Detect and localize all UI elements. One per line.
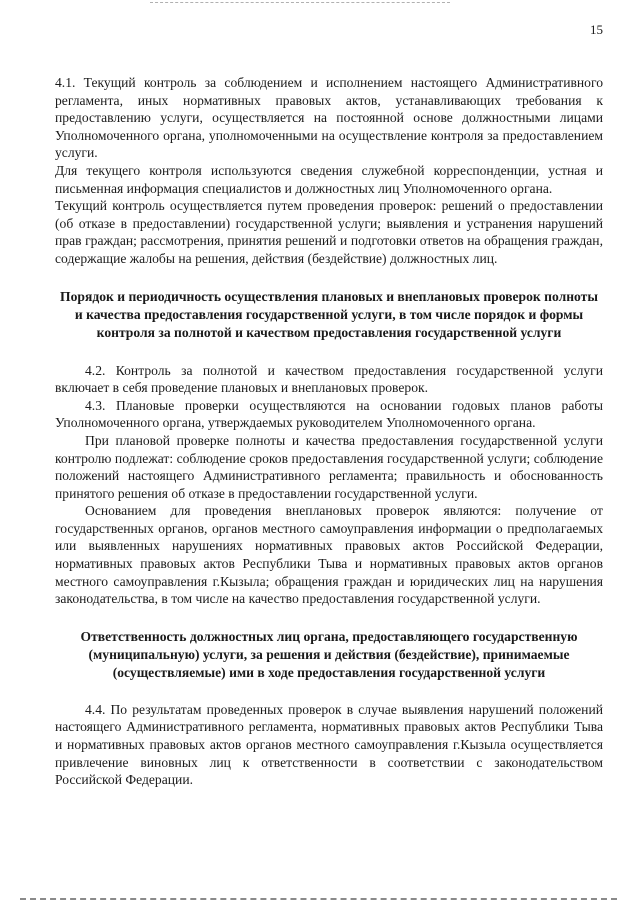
paragraph-4-4: 4.4. По результатам проведенных проверок в случае выявления нарушений положений настоящего Административного регламента, нормативных правовых актов Республики Тыва и нормативных правовых актов органов местного самоуправления г.Кызыла осуществляется привлечение виновных лиц к ответственности в соответствии с законодательством Российской Федерации. [55,701,603,788]
paragraph-unplanned-inspection: Основанием для проведения внеплановых проверок являются: получение от государственных органов, органов местного самоуправления информации о предполагаемых или выявленных нарушениях нормативных правовых актов Российской Федерации, нормативных правовых актов Республики Тыва и нормативных правовых актов органов местного самоуправления г.Кызыла; обращения граждан и юридических лиц на нарушения законодательства, в том числе на качество предоставления государственной услуги. [55,503,603,607]
spacer [55,682,603,701]
paragraph-4-3: 4.3. Плановые проверки осуществляются на основании годовых планов работы Уполномоченного органа, утверждаемых руководителем Уполномоченного органа. [55,397,603,431]
spacer [55,608,603,628]
scan-edge-top [150,2,450,4]
paragraph-4-1: 4.1. Текущий контроль за соблюдением и исполнением настоящего Административного регламента, иных нормативных правовых актов, устанавливающих требования к предоставлению услуги, осуществляется на постоянной основе должностными лицами Уполномоченного органа, уполномоченными на осуществление контроля за предоставлением услуги. [55,75,603,161]
page-number: 15 [590,22,603,37]
paragraph-monitoring-sources: Для текущего контроля используются сведения служебной корреспонденции, устная и письменная информация специалистов и должностных лиц Уполномоченного органа. [55,162,603,196]
document-body [55,74,603,789]
scan-edge-bottom [20,898,617,901]
section-heading-inspections: Порядок и периодичность осуществления плановых и внеплановых проверок полноты и качества предоставления государственной услуги, в том числе порядок и формы контроля за полнотой и качеством предоставления государственной услуги [60,288,598,340]
paragraph-planned-inspection: При плановой проверке полноты и качества предоставления государственной услуги контролю подлежат: соблюдение сроков предоставления государственной услуги; соблюдение положений настоящего Административного регламента; правильность и обоснованность принятого решения об отказе в предоставлении государственной услуги. [55,432,603,501]
section-heading-responsibility: Ответственность должностных лиц органа, предоставляющего государственную (муниципальную) услуги, за решения и действия (бездействие), принимаемые (осуществляемые) ими в ходе предоставления государственной услуги [80,628,578,680]
paragraph-monitoring-checks: Текущий контроль осуществляется путем проведения проверок: решений о предоставлении (об отказе в предоставлении) государственной услуги; выявления и устранения нарушений прав граждан; рассмотрения, принятия решений и подготовки ответов на обращения граждан, содержащие жалобы на решения, действия (бездействие) должностных лиц. [55,198,603,266]
paragraph-4-2: 4.2. Контроль за полнотой и качеством предоставления государственной услуги включает в себя проведение плановых и внеплановых проверок. [55,362,603,396]
spacer [55,268,603,288]
spacer [55,342,603,362]
